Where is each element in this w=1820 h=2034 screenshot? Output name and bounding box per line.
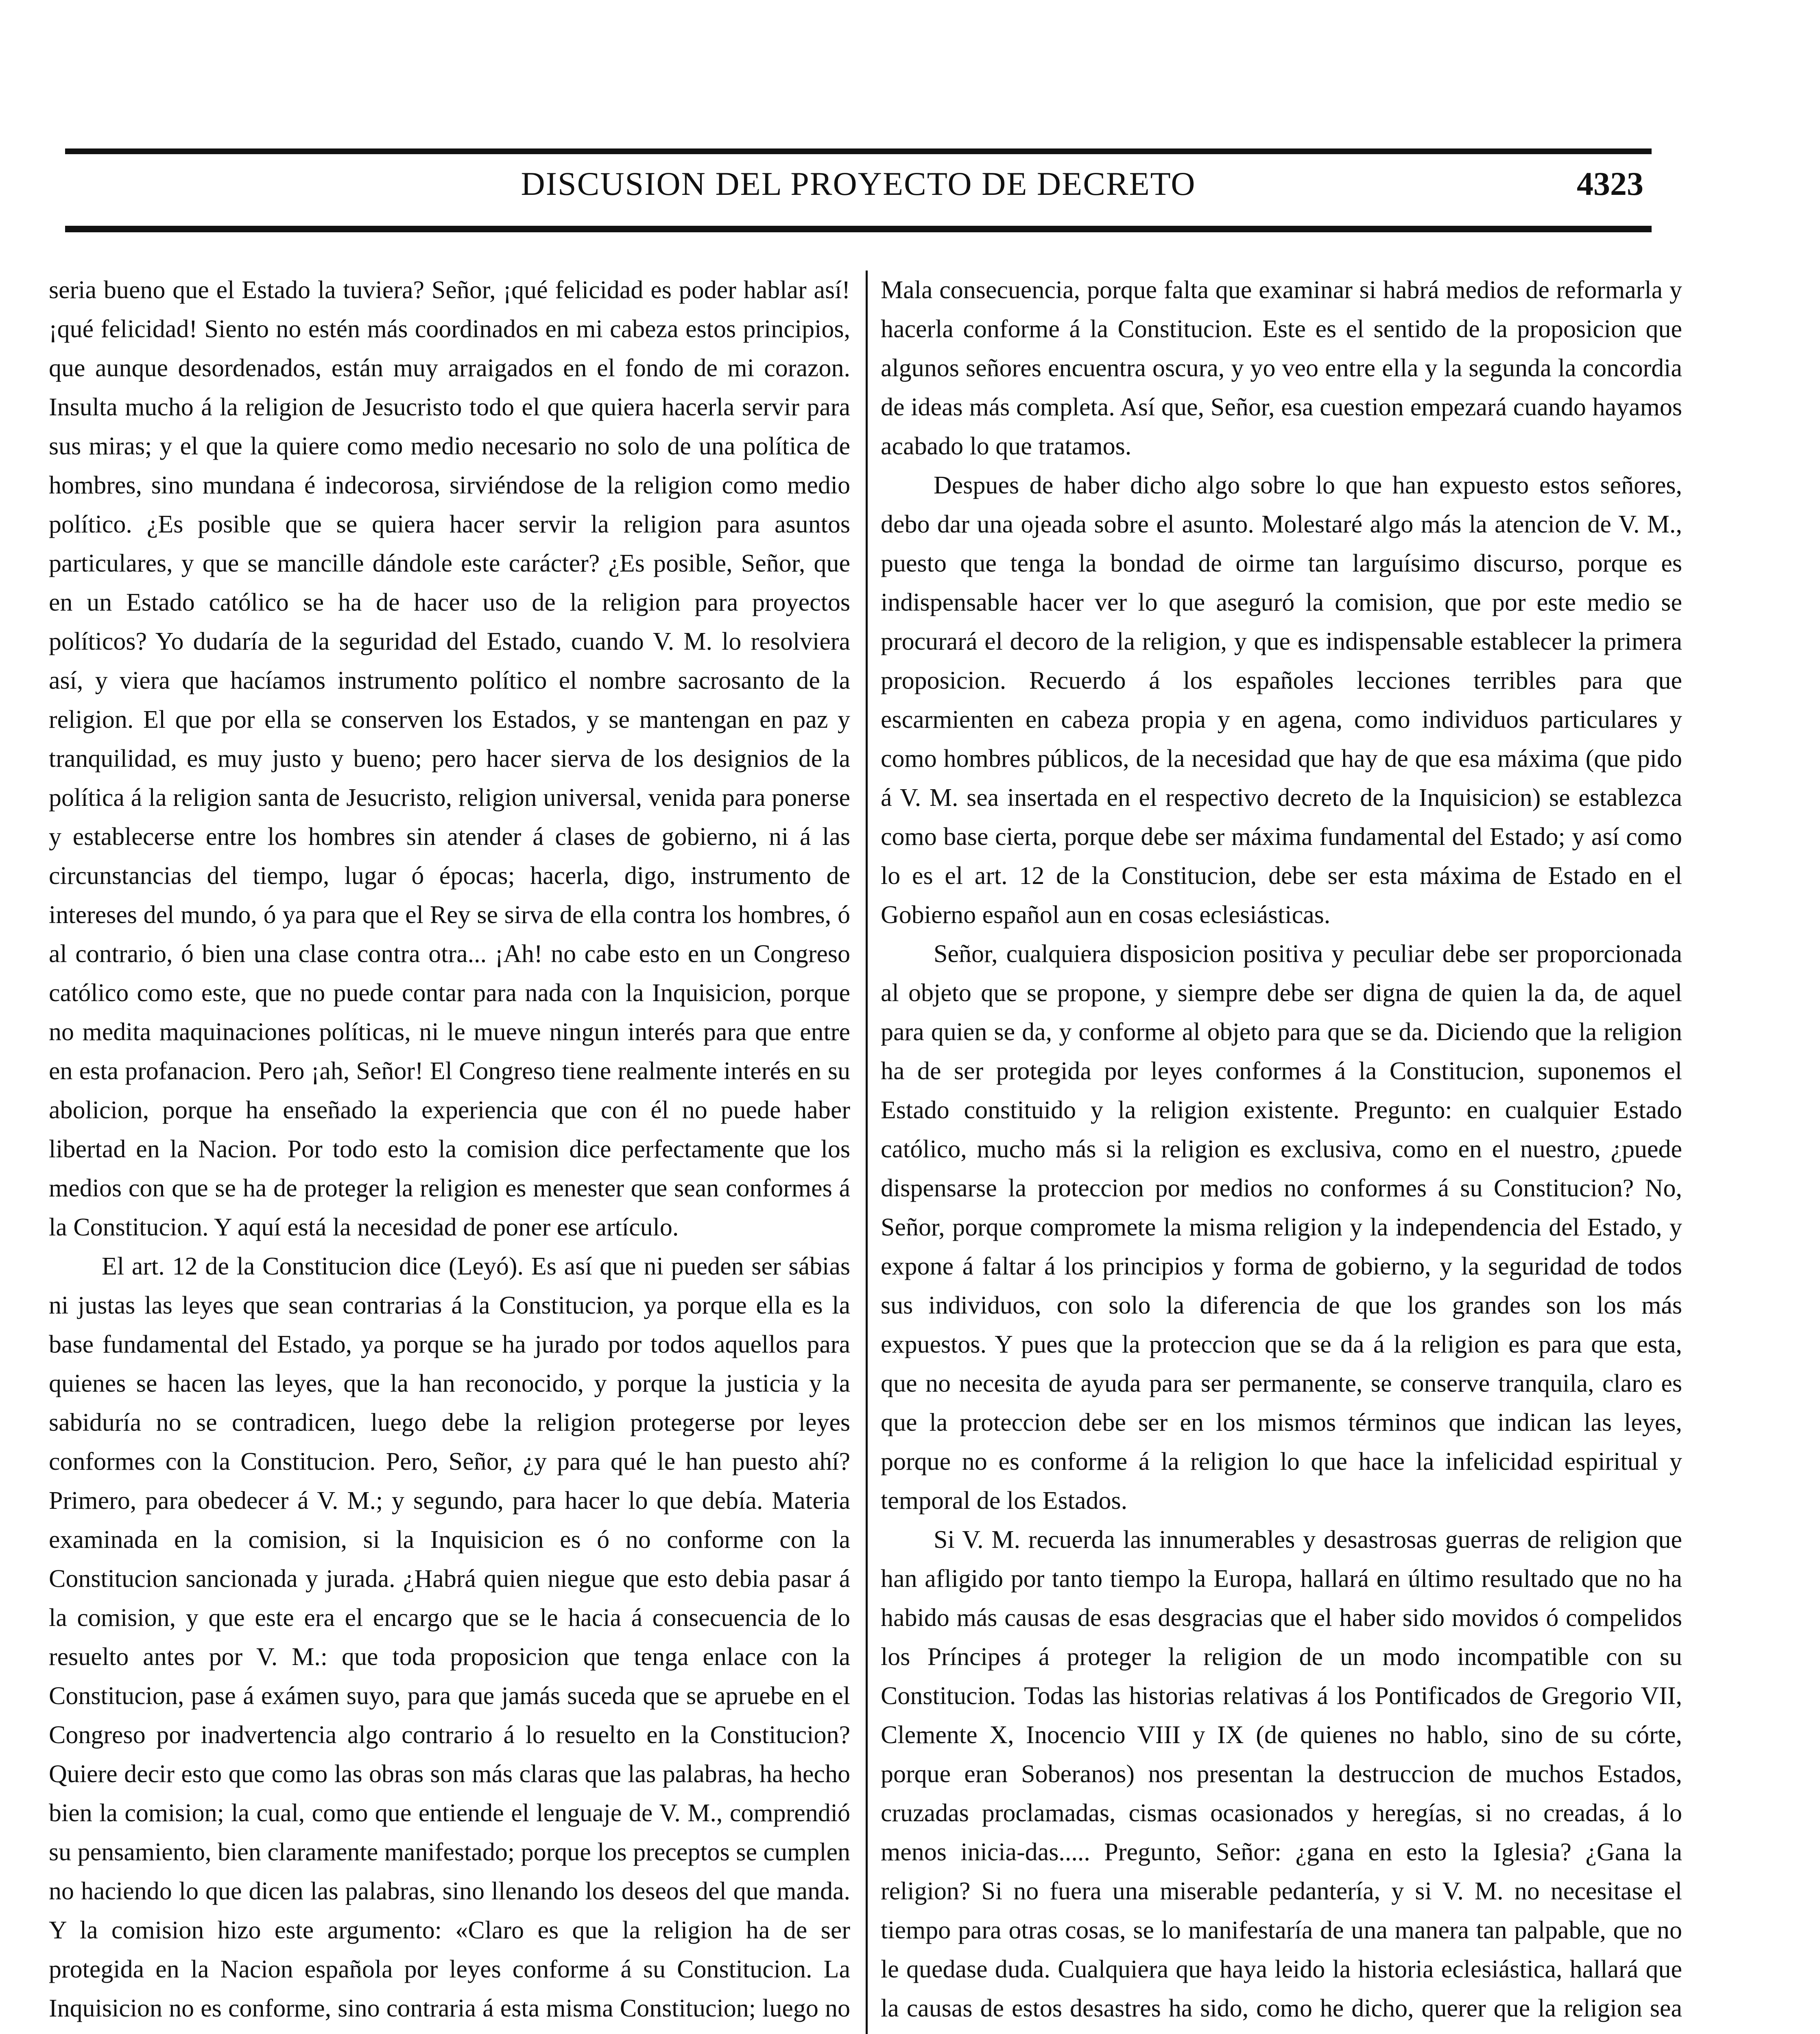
paragraph: El art. 12 de la Constitucion dice (Leyó). Es así que ni pueden ser sábias ni justas las leyes que sean contrarias á la Constitucion, ya porque ella es la base fundamental del Estado, ya porque se ha jurado por todos aquellos para quienes se hacen las leyes, que la han reconocido, y porque la justicia y la sabiduría no se contradicen, luego debe la religion protegerse por leyes conformes con la Constitucion. Pero, Señor, ¿y para qué le han puesto ahí? Primero, para obedecer á V. M.; y segundo, para hacer lo que debía. Materia examinada en la comision, si la Inquisicion es ó no conforme con la Constitucion sancionada y jurada. ¿Habrá quien niegue que esto debia pasar á la comision, y que este era el encargo que se le hacia á consecuencia de lo resuelto antes por V. M.: que toda proposicion que tenga enlace con la Constitucion, pase á exámen suyo, para que jamás suceda que se apruebe en el Congreso por inadvertencia algo contrario á lo resuelto en la Constitucion? Quiere decir esto que como las obras son más claras que las palabras, ha hecho bien la comision; la cual, como que entiende el lenguaje de V. M., comprendió su pensamiento, bien claramente manifestado; porque los preceptos se cumplen no haciendo lo que dicen las palabras, sino llenando los deseos del que manda. Y la comision hizo este argumento: «Claro es que la religion ha de ser protegida en la Nacion española por leyes conforme á su Constitucion. La Inquisicion no es conforme, sino contraria á esta misma Constitucion; luego no	[49, 1253, 850, 2022]
left-column	[49, 271, 850, 2034]
running-title: DISCUSION DEL PROYECTO DE DECRETO	[521, 165, 1196, 202]
top-rule	[65, 148, 1652, 154]
paragraph: Mala consecuencia, porque falta que examinar si habrá medios de reformarla y hacerla conforme á la Constitucion. Este es el sentido de la proposicion que algunos señores encuentra oscura, y yo veo entre ella y la segunda la concordia de ideas más completa. Así que, Señor, esa cuestion empezará cuando hayamos acabado lo que tratamos.	[881, 276, 1682, 460]
paragraph: Señor, cualquiera disposicion positiva y peculiar debe ser proporcionada al objeto que se propone, y siempre debe ser digna de quien la da, de aquel para quien se da, y conforme al objeto para que se da. Diciendo que la religion ha de ser protegida por leyes conformes á la Constitucion, suponemos el Estado constituido y la religion existente. Pregunto: en cualquier Estado católico, mucho más si la religion es exclusiva, como en el nuestro, ¿puede dispensarse la proteccion por medios no conformes á su Constitucion? No, Señor, porque compromete la misma religion y la independencia del Estado, y expone á faltar á los principios y forma de gobierno, y la seguridad de todos sus individuos, con solo la diferencia de que los grandes son los más expuestos. Y pues que la proteccion que se da á la religion es para que esta, que no necesita de ayuda para ser permanente, se conserve tranquila, claro es que la proteccion debe ser en los mismos términos que indican las leyes, porque no es conforme á la religion lo que hace la infelicidad espiritual y temporal de los Estados.	[881, 940, 1682, 1515]
right-column	[881, 271, 1682, 2034]
paragraph: seria bueno que el Estado la tuviera? Señor, ¡qué felicidad es poder hablar así! ¡qué felicidad! Siento no estén más coordinados en mi cabeza estos principios, que aunque desordenados, están muy arraigados en el fondo de mi corazon. Insulta mucho á la religion de Jesucristo todo el que quiera hacerla servir para sus miras; y el que la quiere como medio necesario no solo de una política de hombres, sino mundana é indecorosa, sirviéndose de la religion como medio político. ¿Es posible que se quiera hacer servir la religion para asuntos particulares, y que se mancille dándole este carácter? ¿Es posible, Señor, que en un Estado católico se ha de hacer uso de la religion para proyectos políticos? Yo dudaría de la seguridad del Estado, cuando V. M. lo resolviera así, y viera que hacíamos instrumento político el nombre sacrosanto de la religion. El que por ella se conserven los Estados, y se mantengan en paz y tranquilidad, es muy justo y bueno; pero hacer sierva de los designios de la política á la religion santa de Jesucristo, religion universal, venida para ponerse y establecerse entre los hombres sin atender á clases de gobierno, ni á las circunstancias del tiempo, lugar ó épocas; hacerla, digo, instrumento de intereses del mundo, ó ya para que el Rey se sirva de ella contra los hombres, ó al contrario, ó bien una clase contra otra... ¡Ah! no cabe esto en un Congreso católico como este, que no puede contar para nada con la Inquisicion, porque no medita maquinaciones políticas, ni le mueve ningun interés para que entre en esta profanacion. Pero ¡ah, Señor! El Congreso tiene realmente interés en su abolicion, porque ha enseñado la experiencia que con él no puede haber libertad en la Nacion. Por todo esto la comision dice perfectamente que los medios con que se ha de proteger la religion es menester que sean conformes á la Constitucion. Y aquí está la necesidad de poner ese artículo.	[49, 276, 850, 1241]
page-header	[65, 161, 1652, 205]
page-number: 4323	[1577, 165, 1643, 202]
column-divider	[866, 271, 868, 2034]
paragraph: Si V. M. recuerda las innumerables y desastrosas guerras de religion que han afligido por tanto tiempo la Europa, hallará en último resultado que no ha habido más causas de esas desgracias que el haber sido movidos ó compelidos los Príncipes á proteger la religion de un modo incompatible con su Constitucion. Todas las historias relativas á los Pontificados de Gregorio VII, Clemente X, Inocencio VIII y IX (de quienes no hablo, sino de su córte, porque eran Soberanos) nos presentan la destruccion de muchos Estados, cruzadas proclamadas, cismas ocasionados y heregías, si no creadas, á lo menos inicia-das..... Pregunto, Señor: ¿gana en esto la Iglesia? ¿Gana la religion? Si no fuera una miserable pedantería, y si V. M. no necesitase el tiempo para otras cosas, se lo manifestaría de una manera tan palpable, que no le quedase duda. Cualquiera que haya leido la historia eclesiástica, hallará que la causas de estos desastres ha sido, como he dicho, querer que la religion sea	[881, 1526, 1682, 2022]
paragraph: Despues de haber dicho algo sobre lo que han expuesto estos señores, debo dar una ojeada sobre el asunto. Molestaré algo más la atencion de V. M., puesto que tenga la bondad de oirme tan larguísimo discurso, porque es indispensable hacer ver lo que aseguró la comision, que por este medio se procurará el decoro de la religion, y que es indispensable establecer la primera proposicion. Recuerdo á los españoles lecciones terribles para que escarmienten en cabeza propia y en agena, como individuos particulares y como hombres públicos, de la necesidad que hay de que esa máxima (que pido á V. M. sea insertada en el respectivo decreto de la Inquisicion) se establezca como base cierta, porque debe ser máxima fundamental del Estado; y así como lo es el art. 12 de la Constitucion, debe ser esta máxima de Estado en el Gobierno español aun en cosas eclesiásticas.	[881, 471, 1682, 929]
header-rule	[65, 226, 1652, 232]
